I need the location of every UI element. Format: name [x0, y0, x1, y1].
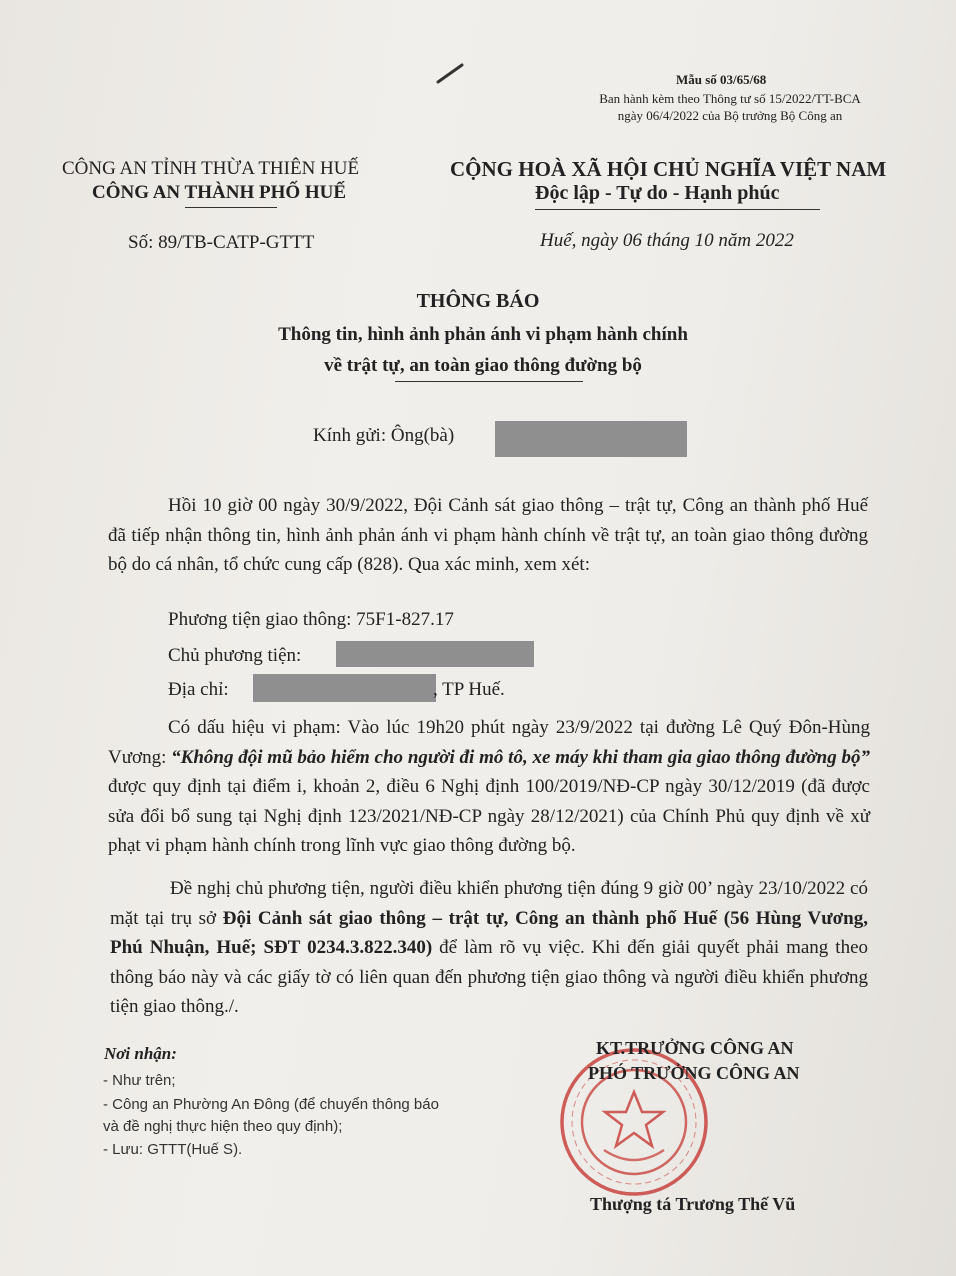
document-subtitle-2: về trật tự, an toàn giao thông đường bộ [324, 355, 642, 376]
redacted-address [253, 674, 436, 702]
request-details: để làm rõ vụ việc. Khi đến giải quyết phải mang theo thông báo này và các giấy tờ có liên quan đến phương tiện giao thông và người điều khiển phương tiện giao thông./. [110, 937, 868, 1017]
org-underline [185, 207, 277, 208]
violation-intro: Có dấu hiệu vi phạm: Vào lúc 19h20 phút ngày 23/9/2022 tại đường Lê Quý Đôn-Hùng Vương: [108, 717, 870, 768]
vehicle-plate: Phương tiện giao thông: 75F1-827.17 [168, 609, 454, 630]
subtitle-underline [395, 381, 583, 382]
signer-name: Thượng tá Trương Thế Vũ [590, 1194, 796, 1214]
paragraph-request [110, 874, 868, 1022]
violation-legal-basis: được quy định tại điểm i, khoản 2, điều 6 Nghị định 100/2019/NĐ-CP ngày 30/12/2019 (đã được sửa đổi bổ sung tại Nghị định 123/2021/NĐ-CP ngày 28/12/2021) của Chính Phủ quy định về xử phạt vi phạm hành chính trong lĩnh vực giao thông đường bộ. [108, 776, 870, 856]
motto: Độc lập - Tự do - Hạnh phúc [535, 182, 780, 204]
recipients-item-3: - Lưu: GTTT(Huế S). [103, 1141, 243, 1158]
signature-title-1: KT.TRƯỞNG CÔNG AN [596, 1038, 794, 1058]
document-title: THÔNG BÁO [416, 290, 540, 312]
redacted-owner [336, 641, 534, 667]
paragraph-intro: Hồi 10 giờ 00 ngày 30/9/2022, Đội Cảnh sát giao thông – trật tự, Công an thành phố Huế đã tiếp nhận thông tin, hình ảnh phản ánh vi phạm hành chính về trật tự, an toàn giao thông đường bộ do cá nhân, tổ chức cung cấp (828). Qua xác minh, xem xét: [108, 495, 868, 575]
form-code: Mẫu số 03/65/68 [676, 72, 767, 87]
address-city: , TP Huế. [433, 679, 505, 700]
place-date: Huế, ngày 06 tháng 10 năm 2022 [540, 230, 794, 251]
org-name: CÔNG AN THÀNH PHỐ HUẾ [92, 182, 347, 203]
redacted-recipient [495, 421, 687, 457]
document-subtitle-1: Thông tin, hình ảnh phản ánh vi phạm hành chính [278, 324, 688, 345]
paragraph-violation [108, 713, 870, 861]
recipient-label: Kính gửi: Ông(bà) [313, 425, 455, 446]
document-number: Số: 89/TB-CATP-GTTT [128, 232, 315, 253]
pen-mark-icon [435, 62, 465, 86]
issued-line-1: Ban hành kèm theo Thông tư số 15/2022/TT-BCA [599, 91, 861, 106]
owner-label: Chủ phương tiện: [168, 645, 302, 666]
request-place: Đội Cảnh sát giao thông – trật tự, Công an thành phố Huế (56 Hùng Vương, Phú Nhuận, Huế; SĐT 0234.3.822.340) [110, 907, 868, 958]
violation-text: “Không đội mũ bảo hiểm cho người đi mô tô, xe máy khi tham gia giao thông đường bộ” [171, 746, 870, 768]
address-label: Địa chỉ: [168, 679, 229, 700]
recipients-item-2-cont: và đề nghị thực hiện theo quy định); [103, 1118, 343, 1135]
recipients-item-1: - Như trên; [103, 1072, 176, 1089]
nation-title: CỘNG HOÀ XÃ HỘI CHỦ NGHĨA VIỆT NAM [450, 157, 887, 181]
issued-line-2: ngày 06/4/2022 của Bộ trưởng Bộ Công an [617, 108, 843, 123]
request-intro: Đề nghị chủ phương tiện, người điều khiển phương tiện đúng 9 giờ 00’ ngày 23/10/2022 có mặt tại trụ sở [110, 878, 868, 929]
recipients-label: Nơi nhận: [104, 1044, 177, 1063]
issued-by [580, 90, 880, 124]
motto-underline [535, 209, 820, 210]
org-parent: CÔNG AN TỈNH THỪA THIÊN HUẾ [62, 158, 360, 179]
signature-title-2: PHÓ TRƯỞNG CÔNG AN [588, 1063, 800, 1083]
recipients-item-2: - Công an Phường An Đông (để chuyển thông báo [103, 1096, 439, 1113]
